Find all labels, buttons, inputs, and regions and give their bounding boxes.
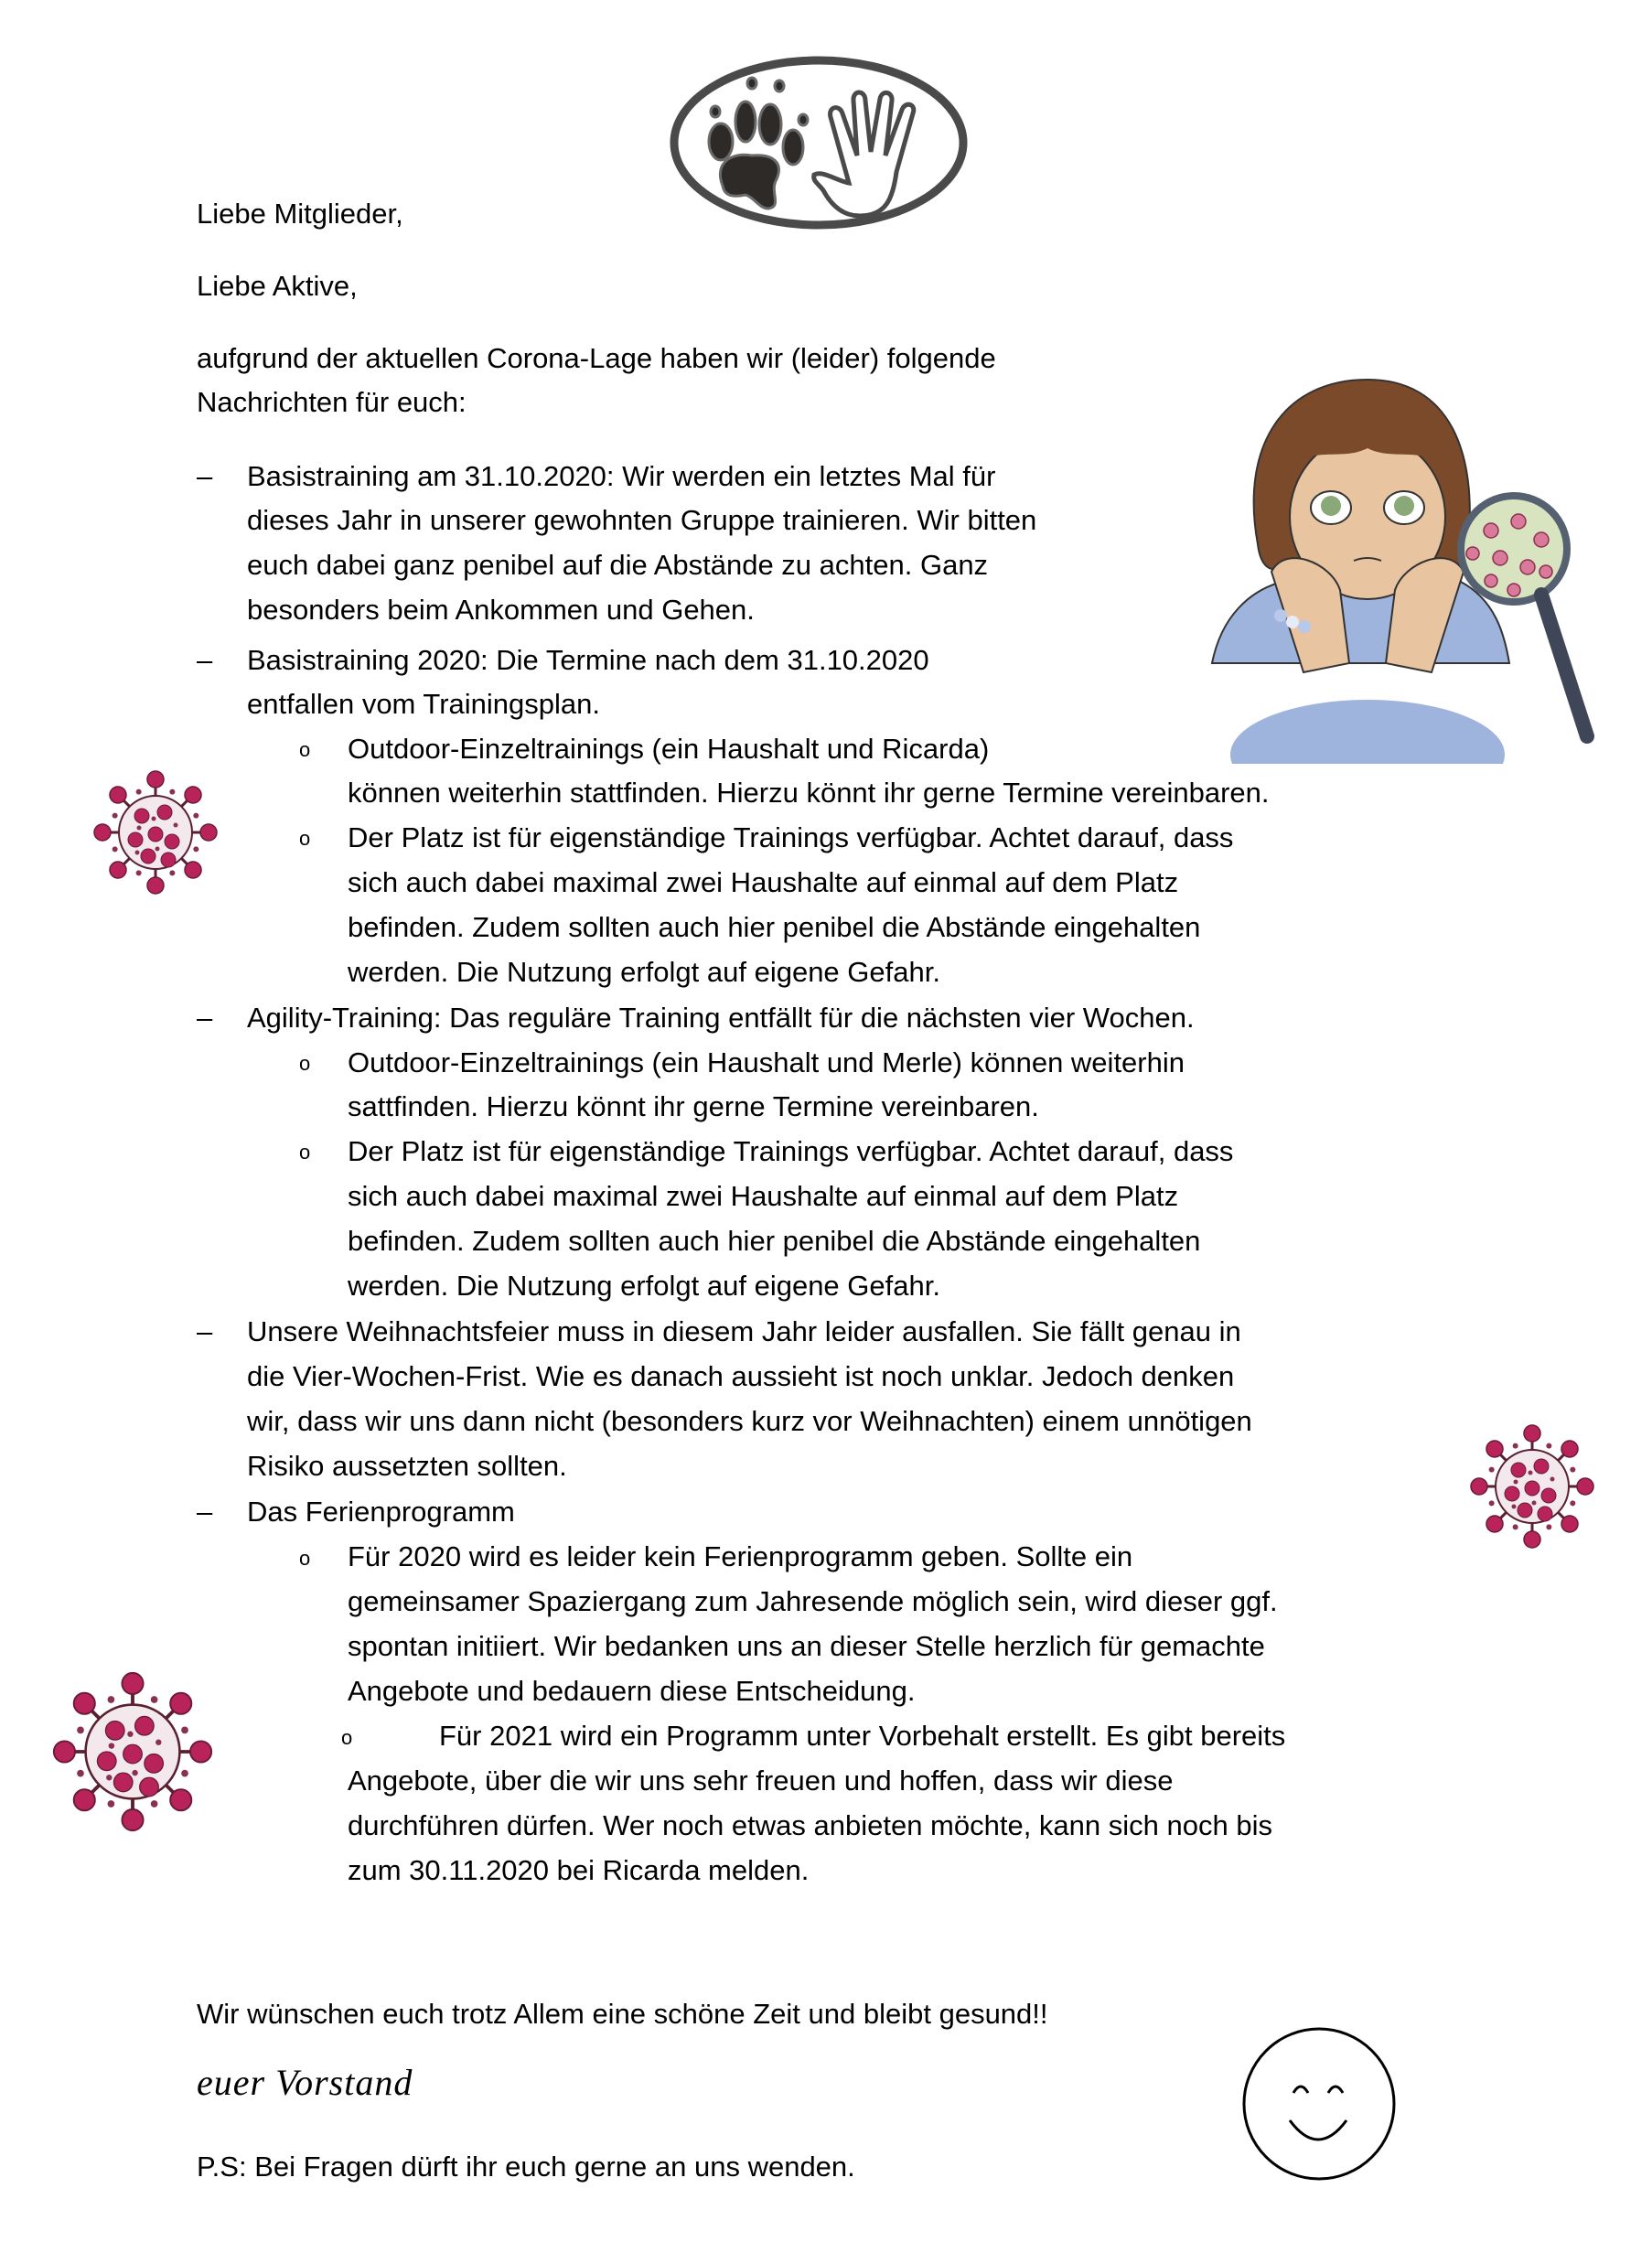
intro-line-1: aufgrund der aktuellen Corona-Lage haben wir (leider) folgende (197, 342, 996, 374)
virus-icon (50, 1669, 215, 1834)
girl-magnifier-illustration (1185, 361, 1605, 764)
sub-item-text: können weiterhin stattfinden. Hierzu könnt ihr gerne Termine vereinbaren. (348, 777, 1270, 809)
list-bullet-dash: – (197, 1496, 213, 1528)
closing-wish: Wir wünschen euch trotz Allem eine schöne Zeit und bleibt gesund!! (197, 1998, 1048, 2030)
sub-item-text: Der Platz ist für eigenständige Trainings verfügbar. Achtet darauf, dass (348, 1135, 1234, 1167)
club-logo-paw-hand-icon (668, 53, 970, 232)
sub-item-text: werden. Die Nutzung erfolgt auf eigene Gefahr. (348, 1270, 940, 1302)
sub-item-text: zum 30.11.2020 bei Ricarda melden. (348, 1854, 810, 1886)
signature: euer Vorstand (197, 2062, 413, 2103)
list-item-text: entfallen vom Trainingsplan. (247, 688, 601, 720)
sub-bullet-circle: o (341, 1726, 353, 1749)
sub-item-text: Angebote und bedauern diese Entscheidung. (348, 1675, 916, 1707)
list-bullet-dash: – (197, 1002, 213, 1034)
sub-bullet-circle: o (299, 1052, 311, 1075)
sub-item-text: werden. Die Nutzung erfolgt auf eigene Gefahr. (348, 956, 940, 988)
list-item-text: Risiko aussetzten sollten. (247, 1450, 567, 1482)
sub-item-text: Outdoor-Einzeltrainings (ein Haushalt und Merle) können weiterhin (348, 1046, 1185, 1078)
virus-icon (91, 768, 220, 896)
list-item-text: Basistraining am 31.10.2020: Wir werden ein letztes Mal für (247, 460, 996, 492)
list-bullet-dash: – (197, 644, 213, 676)
list-item-text: Basistraining 2020: Die Termine nach dem 31.10.2020 (247, 644, 929, 676)
list-item-text: besonders beim Ankommen und Gehen. (247, 594, 755, 626)
sub-item-text: Für 2021 wird ein Programm unter Vorbehalt erstellt. Es gibt bereits (439, 1720, 1286, 1752)
list-item-text: dieses Jahr in unserer gewohnten Gruppe trainieren. Wir bitten (247, 504, 1037, 536)
sub-item-text: Für 2020 wird es leider kein Ferienprogramm geben. Sollte ein (348, 1540, 1133, 1572)
sub-bullet-circle: o (299, 1547, 311, 1570)
greeting-line-2: Liebe Aktive, (197, 270, 358, 302)
list-item-text: Das Ferienprogramm (247, 1496, 515, 1528)
sub-item-text: Angebote, über die wir uns sehr freuen und hoffen, dass wir diese (348, 1765, 1174, 1797)
list-bullet-dash: – (197, 1315, 213, 1347)
list-item-text: euch dabei ganz penibel auf die Abstände zu achten. Ganz (247, 549, 989, 581)
list-item-text: Agility-Training: Das reguläre Training entfällt für die nächsten vier Wochen. (247, 1002, 1195, 1034)
sub-bullet-circle: o (299, 738, 311, 761)
smiley-face-icon (1237, 2022, 1401, 2186)
sub-item-text: gemeinsamer Spaziergang zum Jahresende möglich sein, wird dieser ggf. (348, 1585, 1278, 1617)
sub-item-text: Outdoor-Einzeltrainings (ein Haushalt und Ricarda) (348, 733, 990, 765)
sub-item-text: befinden. Zudem sollten auch hier penibel die Abstände eingehalten (348, 1225, 1201, 1257)
postscript: P.S: Bei Fragen dürft ihr euch gerne an uns wenden. (197, 2151, 855, 2183)
sub-item-text: Der Platz ist für eigenständige Trainings verfügbar. Achtet darauf, dass (348, 821, 1234, 853)
list-bullet-dash: – (197, 460, 213, 492)
intro-line-2: Nachrichten für euch: (197, 386, 467, 418)
sub-item-text: durchführen dürfen. Wer noch etwas anbieten möchte, kann sich noch bis (348, 1809, 1272, 1841)
sub-bullet-circle: o (299, 1141, 311, 1164)
greeting-line-1: Liebe Mitglieder, (197, 198, 403, 230)
sub-item-text: befinden. Zudem sollten auch hier penibel die Abstände eingehalten (348, 911, 1201, 943)
sub-item-text: spontan initiiert. Wir bedanken uns an dieser Stelle herzlich für gemachte (348, 1630, 1265, 1662)
list-item-text: die Vier-Wochen-Frist. Wie es danach aussieht ist noch unklar. Jedoch denken (247, 1360, 1235, 1392)
list-item-text: wir, dass wir uns dann nicht (besonders kurz vor Weihnachten) einem unnötigen (247, 1405, 1252, 1437)
list-item-text: Unsere Weihnachtsfeier muss in diesem Jahr leider ausfallen. Sie fällt genau in (247, 1315, 1241, 1347)
sub-bullet-circle: o (299, 827, 311, 850)
virus-icon (1468, 1422, 1596, 1550)
sub-item-text: sich auch dabei maximal zwei Haushalte auf einmal auf dem Platz (348, 1180, 1179, 1212)
sub-item-text: sich auch dabei maximal zwei Haushalte auf einmal auf dem Platz (348, 866, 1179, 898)
sub-item-text: sattfinden. Hierzu könnt ihr gerne Termine vereinbaren. (348, 1090, 1039, 1122)
